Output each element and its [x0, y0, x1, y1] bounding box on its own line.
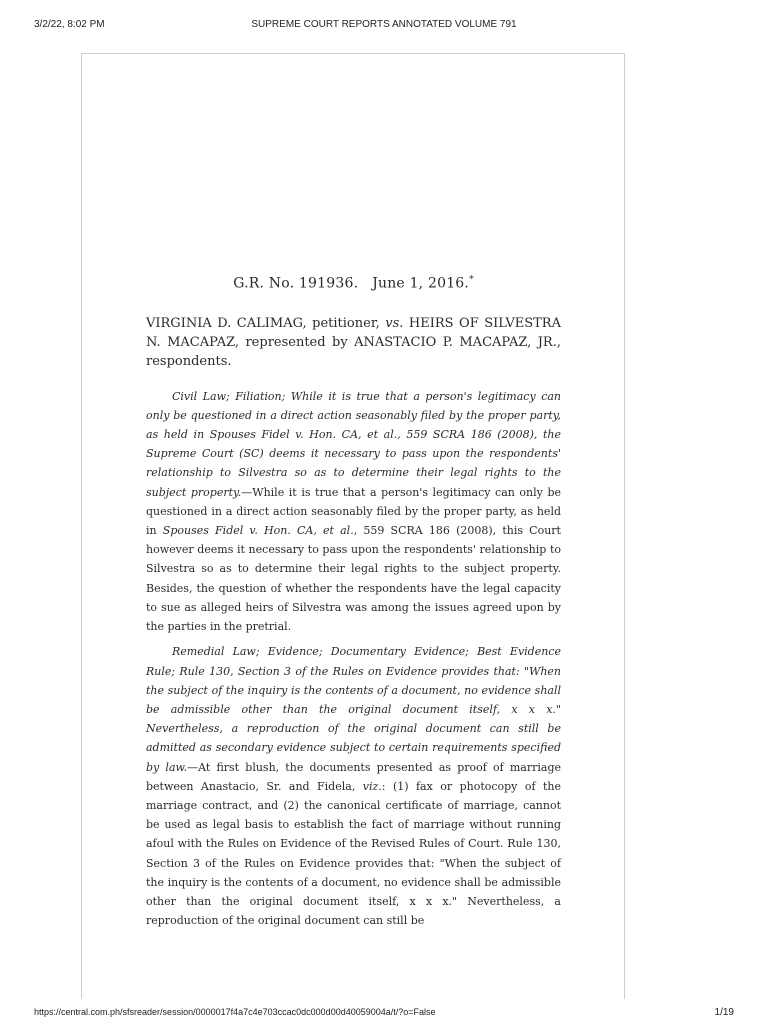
print-footer — [0, 994, 768, 1024]
page-number: 1/19 — [714, 1007, 734, 1018]
print-title: SUPREME COURT REPORTS ANNOTATED VOLUME 791 — [251, 19, 517, 30]
case-parties — [146, 314, 561, 371]
source-url: https://central.com.ph/sfsreader/session/0000017f4a7c4e703ccac0dc000d00d40059004a/t/?o=False — [34, 1007, 436, 1017]
print-datetime: 3/2/22, 8:02 PM — [34, 19, 105, 30]
respondents: HEIRS OF SILVESTRA N. MACAPAZ, represented by ANASTACIO P. MACAPAZ, JR., respondents. — [146, 315, 561, 369]
syllabus-paragraph — [146, 642, 561, 930]
case-heading — [146, 275, 561, 292]
syllabus-text: : (1) fax or photocopy of the marriage contract, and (2) the canonical certificate of marriage, cannot be used as legal basis to establish the fact of marriage without running afoul with the Rules on Evidence of the Revised Rules of Court. Rule 130, Section 3 of the Rules on Evidence provides that: "When the subject of the inquiry is the contents of a document, no evidence shall be admissible other than the original document itself, x x x." Nevertheless, a reproduction of the original document can still be — [146, 779, 561, 928]
document-body — [146, 275, 561, 936]
latin-term: viz. — [362, 779, 382, 793]
syllabus-paragraph — [146, 387, 561, 637]
print-header — [0, 0, 768, 30]
syllabus-text: —While it is true that a person's legitimacy can only be questioned in a direct action seasonably filed by the proper party, as held in — [146, 485, 561, 538]
syllabus-headnote: Remedial Law; Evidence; Documentary Evidence; Best Evidence Rule; Rule 130, Section 3 of the Rules on Evidence provides that: "When the subject of the inquiry is the contents of a document, no evidence shall be admissible other than the original document itself, x x x." Nevertheless, a reproduction of the original document can still be admitted as secondary evidence subject to certain requirements specified by law. — [146, 645, 561, 774]
case-date: June 1, 2016. — [372, 275, 470, 292]
syllabus-headnote: Civil Law; Filiation; While it is true that a person's legitimacy can only be questioned in a direct action seasonably filed by the proper party, as held in Spouses Fidel v. Hon. CA, et al., 559 SCRA 186 (2008), the Supreme Court (SC) deems it necessary to pass upon the respondents' relationship to Silvestra so as to determine their legal rights to the subject property. — [146, 389, 561, 499]
case-citation: Spouses Fidel v. Hon. CA, et al. — [162, 524, 354, 538]
footnote-mark: * — [469, 275, 474, 285]
case-number: G.R. No. 191936. — [233, 275, 359, 292]
syllabus-text: —At first blush, the documents presented as proof of marriage between Anastacio, Sr. and Fidela, — [146, 760, 561, 793]
versus: vs. — [385, 315, 404, 331]
syllabus-text: , 559 SCRA 186 (2008), this Court however deems it necessary to pass upon the respondents' relationship to Silvestra so as to determine their legal rights to the subject property. Besides, the question of whether the respondents have the legal capacity to sue as alleged heirs of Silvestra was among the issues agreed upon by the parties in the pretrial. — [146, 524, 561, 634]
petitioner: VIRGINIA D. CALIMAG, petitioner, — [146, 315, 380, 331]
document-page — [81, 53, 625, 999]
